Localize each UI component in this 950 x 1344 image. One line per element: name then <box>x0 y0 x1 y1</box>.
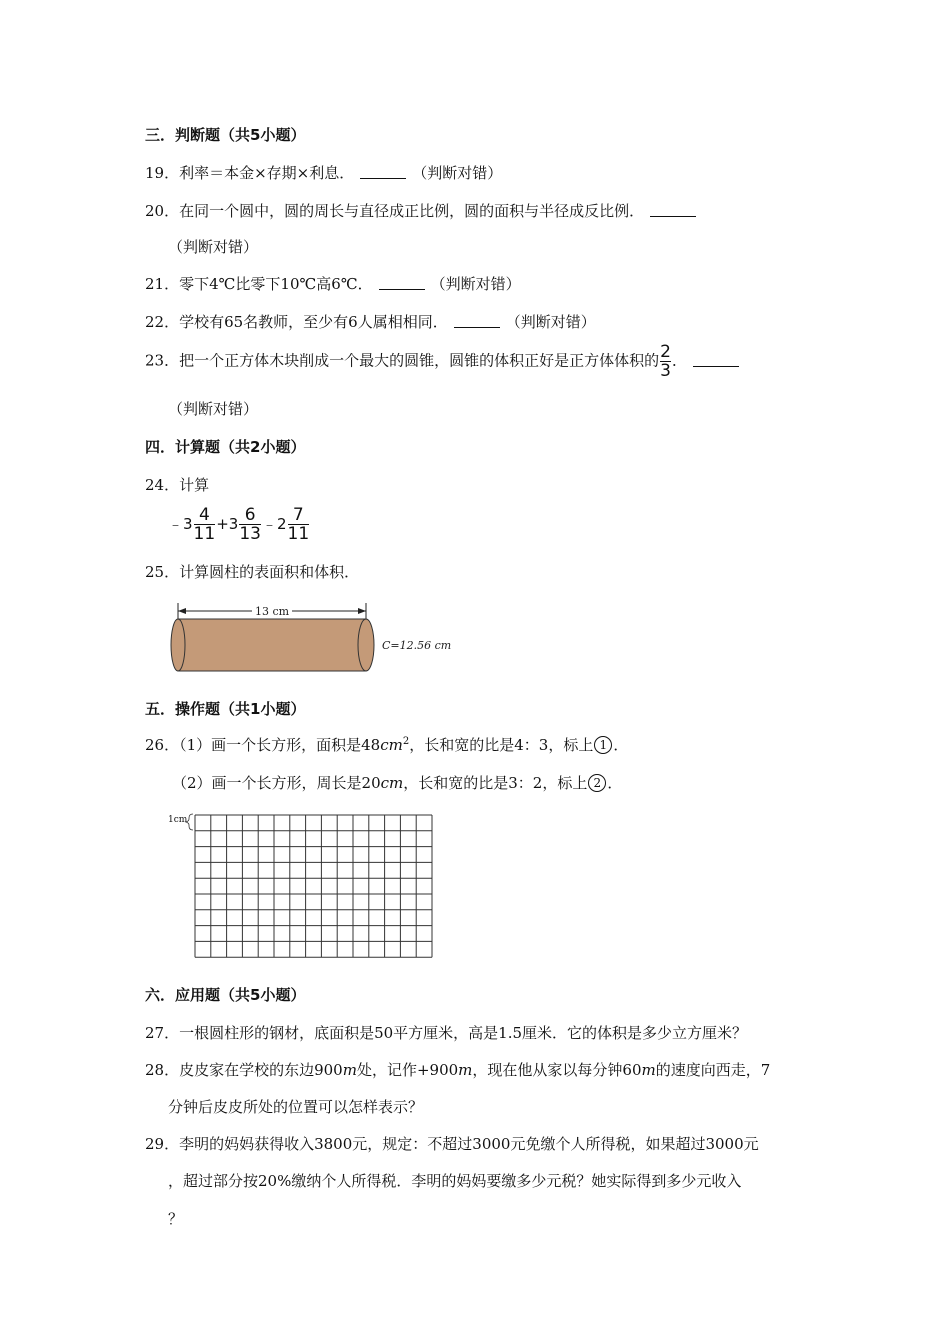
question-number: 25． <box>145 563 180 581</box>
question-21 <box>145 273 521 294</box>
question-number: 22． <box>145 313 180 331</box>
circled-mark-2: 2 <box>588 774 606 792</box>
question-number: 19． <box>145 164 180 182</box>
judge-tag: （判断对错） <box>168 238 259 256</box>
fraction: $\frac{4}{11}$ <box>193 505 216 544</box>
question-text: 在同一个圆中，圆的周长与直径成正比例，圆的面积与半径成反比例． <box>179 202 645 220</box>
question-22 <box>145 311 596 332</box>
question-number: 21． <box>145 275 180 293</box>
question-text: 零下4℃比零下10℃高6℃． <box>179 275 373 293</box>
circumference-label: C=12.56 cm <box>382 639 452 652</box>
question-number: 24． <box>145 476 180 494</box>
judge-tag: （判断对错） <box>412 164 503 182</box>
question-19 <box>145 162 502 183</box>
fraction: $\frac{7}{11}$ <box>287 505 310 544</box>
section-heading-judge: 三．判断题（共5小题） <box>145 126 306 144</box>
section-heading-operate: 五．操作题（共1小题） <box>145 700 306 718</box>
judge-tag: （判断对错） <box>168 400 259 418</box>
calc-expression: ﹣3 $\frac{4}{11}$ +3 $\frac{6}{13}$ ﹣2 $\frac{7}{11}$ <box>168 505 310 544</box>
answer-blank[interactable] <box>650 202 696 217</box>
question-26-line2: （2）画一个长方形，周长是20cm，长和宽的比是3：2，标上 2 ． <box>172 774 623 792</box>
question-29-line2: ，超过部分按20%缴纳个人所得税．李明的妈妈要缴多少元税？她实际得到多少元收入 <box>168 1172 742 1190</box>
question-29-line1: 29．李明的妈妈获得收入3800元，规定：不超过3000元免缴个人所得税，如果超过3000元 <box>145 1135 759 1153</box>
question-text: 计算圆柱的表面积和体积． <box>179 563 360 581</box>
answer-blank[interactable] <box>454 313 500 328</box>
grid-scale-label: 1cm <box>168 815 188 825</box>
fraction: $\frac{6}{13}$ <box>239 505 261 544</box>
question-23: 23．把一个正方体木块削成一个最大的圆锥，圆锥的体积正好是正方体体积的 $\frac{2}{3}$ ． <box>145 343 745 380</box>
square-grid <box>185 812 435 960</box>
question-number: 29． <box>145 1135 180 1153</box>
question-27 <box>145 1022 747 1043</box>
judge-tag: （判断对错） <box>430 275 521 293</box>
grid-lines <box>195 815 432 957</box>
question-text: 利率＝本金×存期×利息． <box>179 164 355 182</box>
section-heading-apply: 六．应用题（共5小题） <box>145 986 306 1004</box>
question-number: 23． <box>145 351 180 370</box>
answer-blank[interactable] <box>379 275 425 290</box>
judge-tag: （判断对错） <box>505 313 596 331</box>
question-26-line1: 26．（1）画一个长方形，面积是$48cm^2$，长和宽的比是4：3，标上 1 ． <box>145 736 629 754</box>
question-number: 28． <box>145 1061 180 1079</box>
answer-blank[interactable] <box>360 164 406 179</box>
question-28-line2: 分钟后皮皮所处的位置可以怎样表示？ <box>168 1098 424 1116</box>
question-text: 把一个正方体木块削成一个最大的圆锥，圆锥的体积正好是正方体体积的 <box>179 351 660 370</box>
question-20 <box>145 200 702 221</box>
section-heading-calc: 四．计算题（共2小题） <box>145 438 306 456</box>
cylinder-figure <box>170 597 455 677</box>
length-label: 13 cm <box>254 605 290 618</box>
question-text: 一根圆柱形的钢材，底面积是50平方厘米，高是1.5厘米．它的体积是多少立方厘米？ <box>179 1024 748 1042</box>
question-text: 计算 <box>179 476 210 494</box>
question-29-line3: ？ <box>168 1210 184 1228</box>
question-25 <box>145 561 359 582</box>
answer-blank[interactable] <box>693 352 739 367</box>
question-number: 20． <box>145 202 180 220</box>
circled-mark-1: 1 <box>594 736 612 754</box>
question-text: 学校有65名教师，至少有6人属相相同． <box>179 313 448 331</box>
question-28-line1: 28．皮皮家在学校的东边900m处，记作+900m，现在他从家以每分钟60m的速度向西走，7 <box>145 1061 771 1079</box>
question-number: 27． <box>145 1024 180 1042</box>
question-number: 26． <box>145 736 180 754</box>
question-24 <box>145 474 209 495</box>
fraction: $\frac{2}{3}$ <box>660 342 671 381</box>
